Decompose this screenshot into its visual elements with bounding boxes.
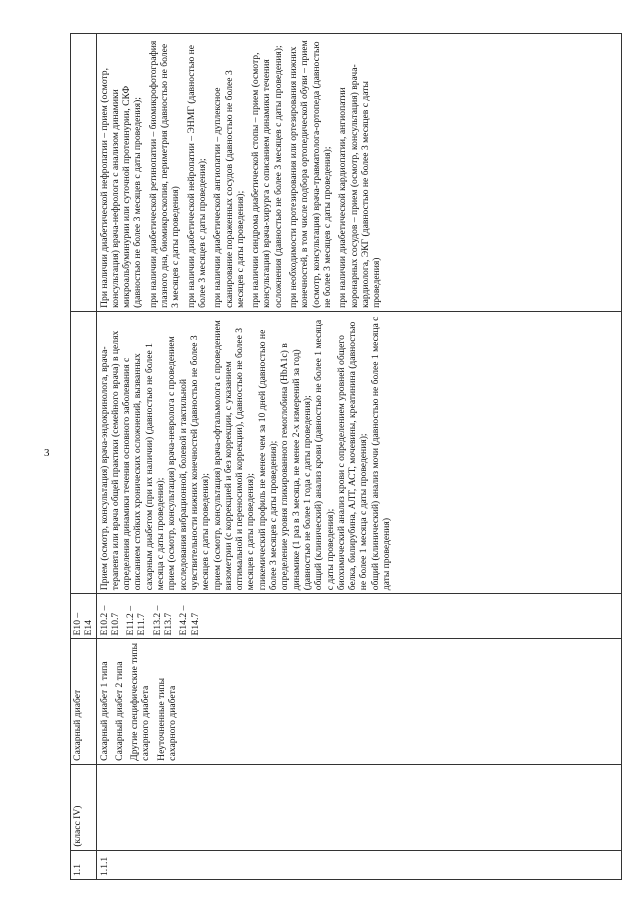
main-criteria-item: прием (осмотр, консультация) врача-невролога с проведением исследования вибрационной, болевой и тактильной чувствительности нижних конечностей (давностью не более 3 месяцев с даты проведения); [166, 335, 212, 591]
page-number: 3 [44, 447, 50, 459]
row-codes-cell [96, 594, 621, 639]
header-number: 1.1 [71, 850, 97, 879]
main-criteria-item: прием (осмотр, консультация) врача-офтальмолога с проведением визометрии (с коррекцией и без коррекции, с указанием оптимальной и переносимой коррекции), (давностью не более 3 месяцев с даты проведения); [211, 320, 257, 591]
code-item: E10.2 – E10.7 [98, 605, 121, 636]
code-item: E14.2 – E14.7 [178, 605, 201, 636]
header-codes: E10 – E14 [71, 594, 97, 639]
main-criteria-item: определение уровня гликированного гемоглобина (HbA1c) в динамике (1 раз в 3 месяца, не менее 2-х измерений за год) (давностью не более 1 года с даты проведения); [279, 343, 313, 591]
rotated-table-page [70, 33, 622, 880]
main-criteria-item: общий (клинический) анализ крови (давностью не более 1 месяца с даты проведения); [313, 319, 336, 591]
nosology-item: Другие специфические типы сахарного диабета [129, 642, 152, 761]
main-criteria-item: гликемический профиль не менее чем за 10 дней (давностью не более 3 месяцев с даты проведения); [256, 329, 280, 591]
potential-criteria-item: при необходимости протезирования или ортезирования нижних конечностей, в том числе подбора ортопедической обуви – прием (осмотр, консультация) врача-травматолога-ортопеда (давностью не более 3 месяцев с даты проведения); [288, 40, 333, 308]
header-nosology: Сахарный диабет [71, 639, 97, 764]
nosology-item: Сахарный диабет 2 типа [113, 661, 125, 761]
potential-criteria-item: при наличии диабетической ангиопатии – дуплексное сканирование пораженных сосудов (давностью не более 3 месяцев с даты проведения); [212, 70, 246, 308]
row-potential-criteria-cell [96, 34, 621, 312]
row-number: 1.1.1 [96, 850, 621, 879]
header-class: (класс IV) [71, 764, 97, 850]
header-main [71, 311, 97, 593]
row-class-cell [96, 764, 621, 850]
code-item: E11.2 – E11.7 [125, 605, 148, 636]
criteria-table [70, 33, 622, 880]
nosology-item: Сахарный диабет 1 типа [98, 661, 110, 761]
code-item: E13.2 – E13.7 [151, 605, 175, 636]
main-criteria-item: общий (клинический) анализ мочи (давностью не более 1 месяца с даты проведения) [369, 316, 393, 591]
row-nosology-cell [96, 639, 621, 764]
table-header-row [71, 34, 97, 880]
header-potential [71, 34, 97, 312]
main-criteria-item: Прием (осмотр, консультация) врача-эндокринолога, врача-терапевта или врача общей практики (семейного врача) в целях определения динамики течения основного заболевания с описанием стойких хронических осложнений, вызванных сахарным диабетом (при их наличии) (давностью не более 1 месяца с даты проведения); [98, 330, 167, 591]
main-criteria-item: биохимический анализ крови с определением уровней общего белка, билирубина, АЛТ, АСТ, мочевины, креатинина (давностью не более 1 месяца с даты проведения); [335, 321, 370, 591]
potential-criteria-item: при наличии диабетической кардиопатии, ангиопатии коронарных сосудов – прием (осмотр, консультация) врача-кардиолога, ЭКГ (давностью не более 3 месяцев с даты проведения) [337, 64, 383, 308]
potential-criteria-item: при наличии синдрома диабетической стопы – прием (осмотр, консультация) врача-хирурга с описанием динамики течения осложнения (давностью не более 3 месяцев с даты проведения); [250, 45, 284, 308]
row-main-criteria-cell [96, 311, 621, 593]
potential-criteria-item: при наличии диабетической нейропатии – ЭНМГ (давностью не более 3 месяцев с даты проведения); [185, 44, 208, 308]
potential-criteria-item: при наличии диабетической ретинопатии – биомикрофотография глазного дна, биомикроскопия, периметрия (давностью не более 3 месяцев с даты проведения) [147, 40, 182, 308]
potential-criteria-item: При наличии диабетической нефропатии – прием (осмотр, консультация) врача-нефролога с анализом динамики микроальбуминурии или суточной протеинурии, СКФ (давностью не более 3 месяцев с даты проведения); [98, 68, 144, 308]
table-row [96, 34, 621, 880]
nosology-item: Неуточненные типы сахарного диабета [155, 677, 179, 761]
